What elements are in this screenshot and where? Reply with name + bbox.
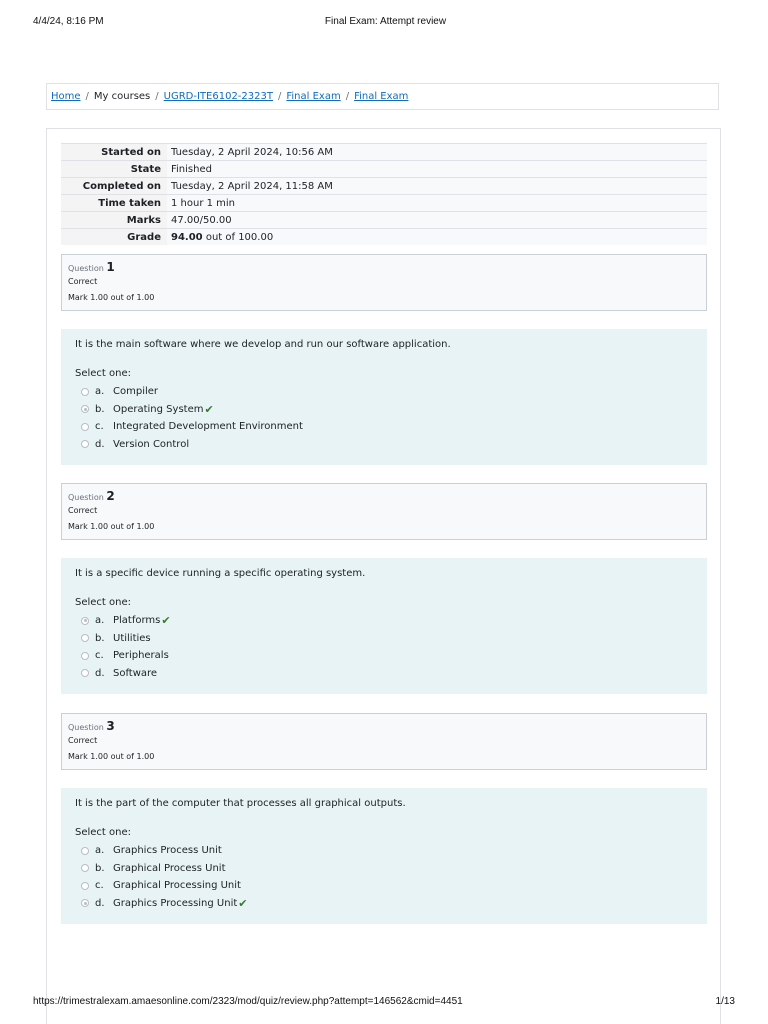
summary-label: Completed on — [61, 178, 167, 195]
radio-button[interactable] — [81, 388, 89, 396]
answer-option-b[interactable] — [75, 401, 693, 419]
print-title: Final Exam: Attempt review — [324, 16, 447, 27]
option-letter: d. — [95, 667, 105, 679]
option-letter: b. — [95, 632, 105, 644]
select-one-prompt: Select one: — [75, 368, 132, 379]
breadcrumb-my-courses: My courses — [93, 91, 151, 102]
answer-option-a[interactable] — [75, 612, 693, 630]
option-letter: d. — [95, 897, 105, 909]
answer-option-c[interactable] — [75, 877, 693, 895]
question-text: It is the part of the computer that processes all graphical outputs. — [75, 798, 406, 809]
option-text: Graphics Process Unit — [113, 845, 222, 857]
option-letter: a. — [95, 845, 105, 857]
question-number: 1 — [106, 260, 115, 274]
option-text: Software — [113, 667, 158, 679]
summary-label: Marks — [61, 212, 167, 229]
summary-row-time-taken — [61, 195, 707, 212]
answer-option-d[interactable] — [75, 436, 693, 454]
answer-option-b[interactable] — [75, 860, 693, 878]
question-info-3 — [61, 713, 707, 770]
select-one-prompt: Select one: — [75, 597, 132, 608]
print-header — [33, 16, 738, 30]
option-text: Graphical Processing Unit — [113, 880, 241, 892]
grade-out-of: out of 100.00 — [202, 231, 274, 243]
radio-button[interactable] — [81, 882, 89, 890]
breadcrumb-separator: / — [85, 91, 89, 102]
radio-button-selected[interactable] — [81, 405, 89, 413]
question-state: Correct — [68, 736, 98, 745]
option-letter: b. — [95, 403, 105, 415]
radio-button-selected[interactable] — [81, 899, 89, 907]
breadcrumb-course-link[interactable]: UGRD-ITE6102-2323T — [163, 91, 273, 102]
option-letter: c. — [95, 421, 104, 433]
radio-button[interactable] — [81, 652, 89, 660]
question-number: 3 — [106, 719, 115, 733]
answer-option-a[interactable] — [75, 383, 693, 401]
summary-row-grade — [61, 229, 707, 246]
summary-row-completed — [61, 178, 707, 195]
option-text: Utilities — [113, 632, 151, 644]
answer-option-b[interactable] — [75, 630, 693, 648]
select-one-prompt: Select one: — [75, 827, 132, 838]
summary-value — [167, 229, 707, 246]
question-text: It is the main software where we develop and run our software application. — [75, 339, 451, 350]
option-text: Integrated Development Environment — [113, 421, 303, 433]
option-text: Version Control — [113, 438, 190, 450]
breadcrumb — [46, 83, 719, 110]
question-text: It is a specific device running a specific operating system. — [75, 568, 366, 579]
option-text: Platforms — [113, 615, 161, 627]
summary-label: State — [61, 161, 167, 178]
radio-button-selected[interactable] — [81, 617, 89, 625]
option-text: Compiler — [113, 386, 159, 398]
breadcrumb-separator: / — [277, 91, 282, 102]
radio-button[interactable] — [81, 864, 89, 872]
summary-row-state — [61, 161, 707, 178]
summary-label: Started on — [61, 144, 167, 161]
question-state: Correct — [68, 506, 98, 515]
question-info-1 — [61, 254, 707, 311]
question-grade: Mark 1.00 out of 1.00 — [68, 752, 155, 761]
check-icon: ✔ — [161, 614, 171, 628]
summary-value: Tuesday, 2 April 2024, 11:58 AM — [167, 178, 707, 195]
breadcrumb-activity-link[interactable]: Final Exam — [354, 91, 409, 102]
print-url: https://trimestralexam.amaesonline.com/2323/mod/quiz/review.php?attempt=146562&cmid=4451 — [33, 996, 463, 1007]
print-date: 4/4/24, 8:16 PM — [33, 16, 104, 27]
question-grade: Mark 1.00 out of 1.00 — [68, 522, 155, 531]
summary-value: 47.00/50.00 — [167, 212, 707, 229]
option-text: Peripherals — [113, 650, 169, 662]
question-label: Question — [68, 493, 104, 502]
option-text: Graphics Processing Unit — [113, 897, 238, 909]
option-letter: a. — [95, 615, 105, 627]
option-letter: d. — [95, 438, 105, 450]
summary-label: Time taken — [61, 195, 167, 212]
print-footer — [33, 996, 735, 1010]
option-letter: c. — [95, 880, 104, 892]
summary-row-started — [61, 144, 707, 161]
check-icon: ✔ — [238, 896, 248, 910]
breadcrumb-home-link[interactable]: Home — [51, 91, 81, 102]
print-page-number: 1/13 — [715, 996, 735, 1007]
breadcrumb-section-link[interactable]: Final Exam — [286, 91, 341, 102]
check-icon: ✔ — [204, 402, 214, 416]
summary-value: Finished — [167, 161, 707, 178]
radio-button[interactable] — [81, 634, 89, 642]
radio-button[interactable] — [81, 669, 89, 677]
option-letter: a. — [95, 386, 105, 398]
option-letter: b. — [95, 862, 105, 874]
radio-button[interactable] — [81, 440, 89, 448]
attempt-summary-table — [61, 143, 707, 245]
summary-value: Tuesday, 2 April 2024, 10:56 AM — [167, 144, 707, 161]
question-info-2 — [61, 483, 707, 540]
breadcrumb-separator: / — [345, 91, 350, 102]
question-state: Correct — [68, 277, 98, 286]
radio-button[interactable] — [81, 847, 89, 855]
grade-score: 94.00 — [171, 231, 203, 243]
summary-value: 1 hour 1 min — [167, 195, 707, 212]
question-content-1 — [61, 329, 707, 465]
option-text: Graphical Process Unit — [113, 862, 226, 874]
answer-option-a[interactable] — [75, 842, 693, 860]
option-letter: c. — [95, 650, 104, 662]
summary-label: Grade — [61, 229, 167, 246]
answer-option-c[interactable] — [75, 647, 693, 665]
summary-row-marks — [61, 212, 707, 229]
answer-option-c[interactable] — [75, 418, 693, 436]
question-label: Question — [68, 723, 104, 732]
radio-button[interactable] — [81, 423, 89, 431]
question-grade: Mark 1.00 out of 1.00 — [68, 293, 155, 302]
answer-option-d[interactable] — [75, 665, 693, 683]
question-number: 2 — [106, 489, 115, 503]
question-content-2 — [61, 558, 707, 694]
option-text: Operating System — [113, 403, 204, 415]
answer-option-d[interactable] — [75, 895, 693, 913]
question-label: Question — [68, 264, 104, 273]
question-content-3 — [61, 788, 707, 924]
breadcrumb-separator: / — [155, 91, 159, 102]
